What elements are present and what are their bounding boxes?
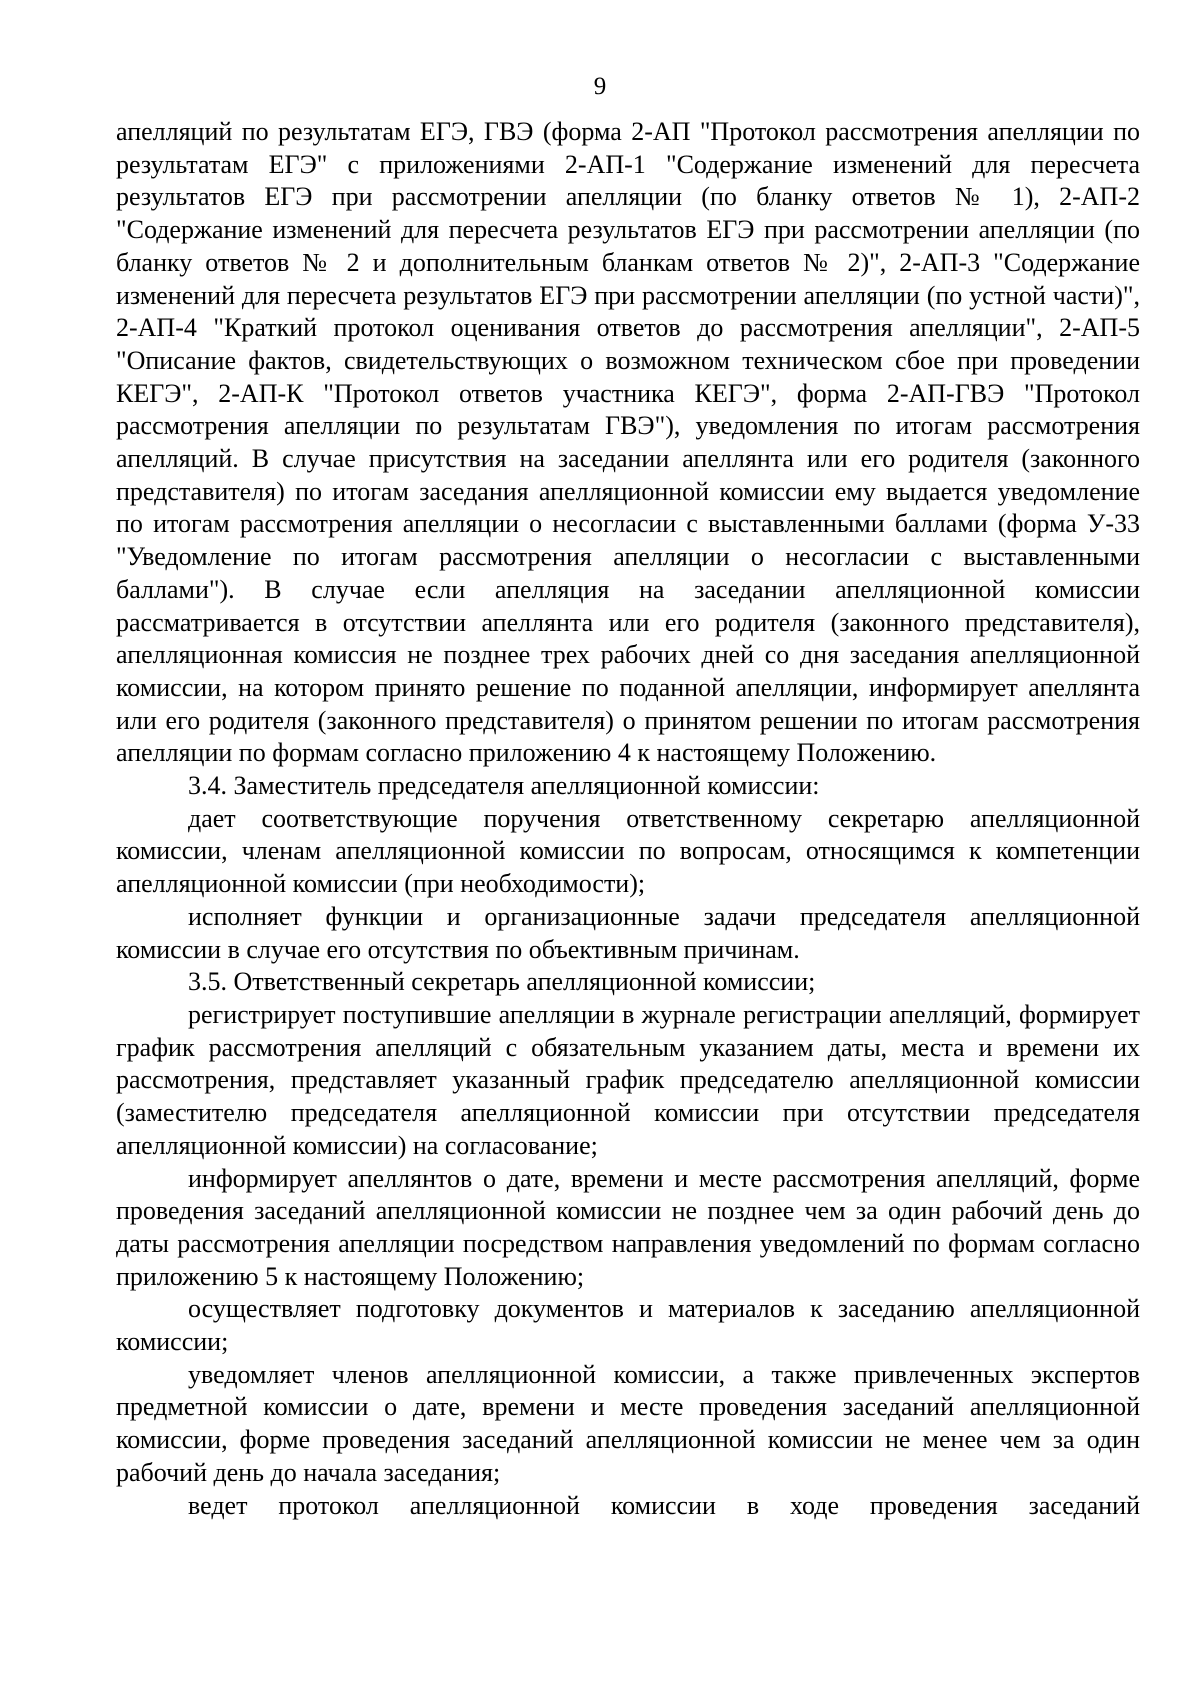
paragraph-secretary-informs: информирует апеллянтов о дате, времени и месте рассмотрения апелляций, форме проведения заседаний апелляционной комиссии не позднее чем за один рабочий день до даты рассмотрения апелляции посредством направления уведомлений по формам согласно приложению 5 к настоящему Положению;	[116, 1163, 1140, 1291]
paragraph-appeals-forms: апелляций по результатам ЕГЭ, ГВЭ (форма 2-АП "Протокол рассмотрения апелляции по результатам ЕГЭ" с приложениями 2-АП-1 "Содержание изменений для пересчета результатов ЕГЭ при рассмотрении апелляции (по бланку ответов № 1), 2-АП-2 "Содержание изменений для пересчета результатов ЕГЭ при рассмотрении апелляции (по бланку ответов № 2 и дополнительным бланкам ответов № 2)", 2-АП-3 "Содержание изменений для пересчета результатов ЕГЭ при рассмотрении апелляции (по устной части)", 2-АП-4 "Краткий протокол оценивания ответов до рассмотрения апелляции", 2-АП-5 "Описание фактов, свидетельствующих о возможном техническом сбое при проведении КЕГЭ", 2-АП-К "Протокол ответов участника КЕГЭ", форма 2-АП-ГВЭ "Протокол рассмотрения апелляции по результатам ГВЭ"), уведомления по итогам рассмотрения апелляций. В случае присутствия на заседании апеллянта или его родителя (законного представителя) по итогам заседания апелляционной комиссии ему выдается уведомление по итогам рассмотрения апелляции о несогласии с выставленными баллами (форма У-33 "Уведомление по итогам рассмотрения апелляции о несогласии с выставленными баллами"). В случае если апелляция на заседании апелляционной комиссии рассматривается в отсутствии апеллянта или его родителя (законного представителя), апелляционная комиссия не позднее трех рабочих дней со дня заседания апелляционной комиссии, на котором принято решение по поданной апелляции, информирует апеллянта или его родителя (законного представителя) о принятом решении по итогам рассмотрения апелляции по формам согласно приложению 4 к настоящему Положению.	[116, 117, 1140, 768]
paragraph-secretary-protocol: ведет протокол апелляционной комиссии в ходе проведения заседаний	[188, 1490, 1140, 1520]
paragraph-secretary-prepares: осуществляет подготовку документов и материалов к заседанию апелляционной комиссии;	[116, 1294, 1140, 1357]
paragraph-secretary-notifies: уведомляет членов апелляционной комиссии, а также привлеченных экспертов предметной комиссии о дате, времени и месте проведения заседаний апелляционной комиссии, форме проведения заседаний апелляционной комиссии не менее чем за один рабочий день до начала заседания;	[116, 1359, 1140, 1487]
paragraph-deputy-instructions: дает соответствующие поручения ответственному секретарю апелляционной комиссии, членам апелляционной комиссии по вопросам, относящимся к компетенции апелляционной комиссии (при необходимости);	[116, 803, 1140, 899]
paragraph-deputy-functions: исполняет функции и организационные задачи председателя апелляционной комиссии в случае его отсутствия по объективным причинам.	[116, 901, 1140, 964]
document-body	[116, 116, 1140, 1522]
paragraph-secretary-registers: регистрирует поступившие апелляции в журнале регистрации апелляций, формирует график рассмотрения апелляций с обязательным указанием даты, места и времени их рассмотрения, представляет указанный график председателю апелляционной комиссии (заместителю председателя апелляционной комиссии при отсутствии председателя апелляционной комиссии) на согласование;	[116, 999, 1140, 1160]
page-number: 9	[593, 73, 607, 100]
section-3-4-heading: 3.4. Заместитель председателя апелляционной комиссии:	[188, 771, 820, 801]
section-3-5-heading: 3.5. Ответственный секретарь апелляционной комиссии;	[188, 967, 816, 997]
